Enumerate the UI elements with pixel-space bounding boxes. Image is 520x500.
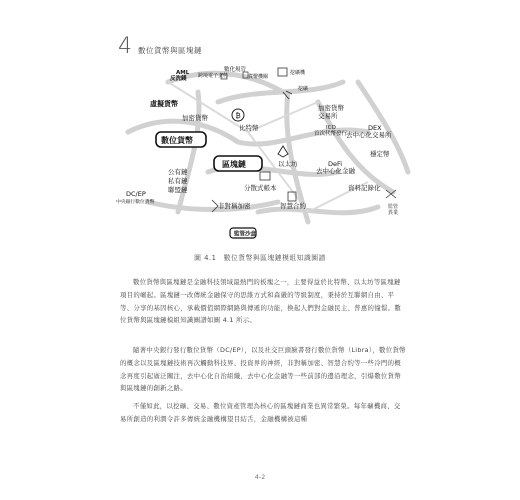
paragraph-1: 數位貨幣與區塊鏈是金融科技領域最熱門的板塊之一，主要得益於比特幣、以太坊等區塊鏈項目的崛起。區塊鏈一改傳統金融保守的思維方式和森嚴的等級制度，秉持於互聯網自由、平等、分享的基因核心，承載價值網際網路與傳遞的功能，換起人們對金融民主、普惠的憧憬。數位貨幣與區塊鏈模組知識圖譜如圖 4.1 所示。 bbox=[120, 278, 402, 325]
ethereum-icon bbox=[278, 146, 288, 157]
node-regulation: 監管異業 bbox=[388, 204, 399, 216]
node-e-wallet: 跨境電子支付 bbox=[198, 73, 229, 79]
node-crypto-currency: 加密貨幣 bbox=[182, 114, 208, 122]
node-tokenization: 資料記錄化 bbox=[348, 184, 381, 192]
page-number: 4-2 bbox=[254, 473, 266, 481]
node-crypto-assets: 虛擬貨幣 bbox=[150, 100, 178, 108]
node-dex: DEX 去中心化交易所 bbox=[346, 124, 392, 139]
node-sandbox: 監管沙盒 bbox=[234, 231, 257, 238]
node-public-chain: 公有鏈 bbox=[168, 168, 188, 176]
chapter-number: 4 bbox=[118, 34, 132, 59]
node-dcep: DC/EP 中央銀行數位貨幣 bbox=[116, 190, 155, 205]
chapter-header bbox=[118, 34, 202, 59]
node-ledger: 貨幣機關 bbox=[248, 74, 269, 80]
node-consortium-chain: 聯盟鏈 bbox=[168, 186, 188, 194]
node-defi: DeFi 去中心化金融 bbox=[316, 160, 355, 175]
node-aml: AML 反洗錢 bbox=[170, 70, 190, 82]
mining-rig-icon bbox=[278, 68, 287, 76]
node-mining-rig: 挖礦機 bbox=[290, 70, 306, 76]
paragraph-2: 隨著中央銀行發行數位貨幣（DC/EP），以及社交巨頭臉書發行數位貨幣（Libra），數位貨幣的概念以及區塊鏈技術再次觸動科技界、投資界的神經，非對稱加密、智慧合約等一些冷門的概念再度引起廣泛關注，去中心化自治組織、去中心化金融等一些前部的邊沿理念，引爆數位貨幣與區塊鏈的創新之路。 bbox=[120, 346, 406, 393]
node-nft: 非對稱加密 bbox=[218, 202, 251, 210]
node-mining: 挖礦 bbox=[298, 86, 309, 92]
node-stablecoin: 穩定幣 bbox=[370, 150, 390, 158]
digital-currency-label: 數位貨幣 bbox=[161, 136, 193, 145]
figure-caption: 圖 4.1 數位貨幣與區塊鏈模組知識圖譜 bbox=[194, 254, 326, 262]
node-ethereum: 以太坊 bbox=[278, 160, 298, 168]
blockchain-label: 區塊鏈 bbox=[222, 160, 246, 169]
node-private-chain: 私有鏈 bbox=[168, 177, 188, 185]
knowledge-map bbox=[108, 62, 418, 240]
paragraph-3: 不僅如此，以挖礦、交易、數位資產管理為核心的區塊鏈商業也異常繁榮。每年礦機商、交易所創造的利潤令許多傳統金融機構望目結舌，金融機構被這種 bbox=[120, 402, 401, 423]
node-distributed-ledger: 分散式帳本 bbox=[244, 184, 277, 192]
node-digitization: 數化規管 bbox=[224, 67, 247, 73]
node-crypto-exchange: 加密貨幣交易所 bbox=[318, 104, 344, 120]
node-bitcoin: 比特幣 bbox=[239, 124, 259, 132]
node-ico: ICO 首次代幣發行 bbox=[314, 125, 348, 137]
ledger-icon bbox=[260, 172, 270, 180]
svg-text:₿: ₿ bbox=[235, 112, 241, 120]
chapter-title: 數位貨幣與區塊鏈 bbox=[138, 46, 202, 55]
node-smart-contract: 智慧合約 bbox=[280, 202, 306, 210]
